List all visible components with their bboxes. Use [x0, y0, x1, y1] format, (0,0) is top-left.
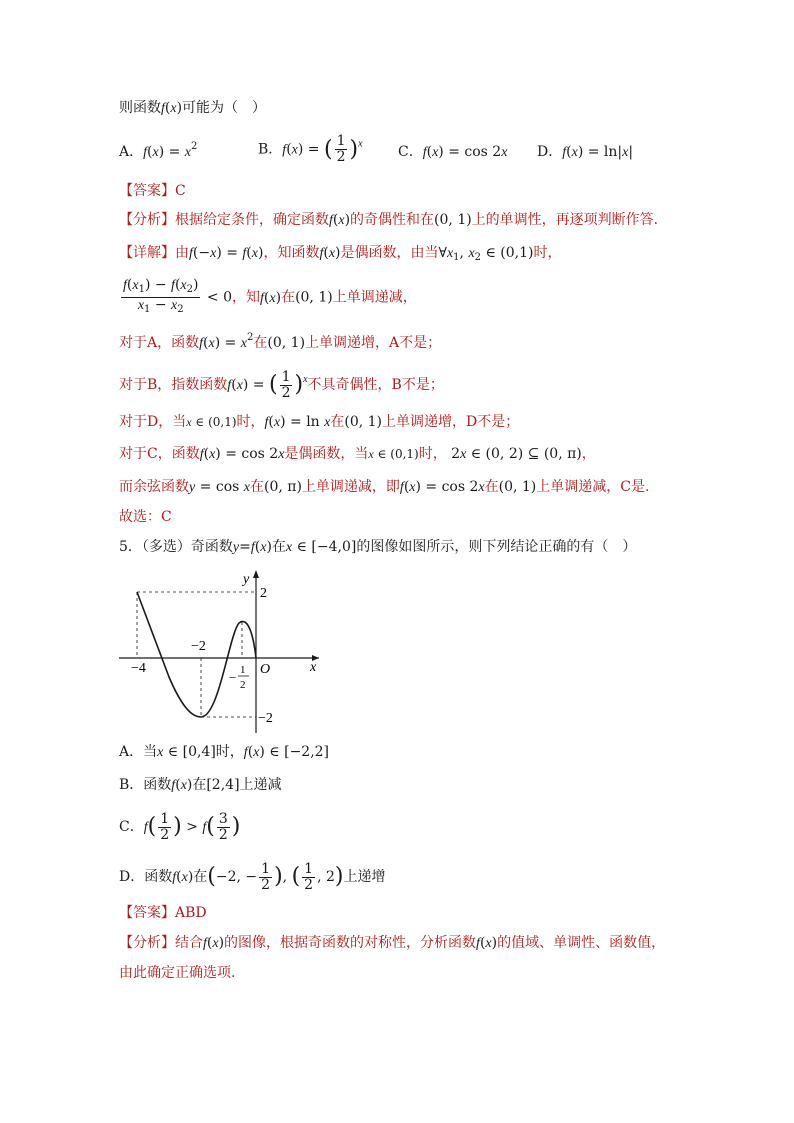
- axis-label-x: x: [310, 660, 317, 675]
- case-b: 对于B，指数函数f(x) = ( $\frac{1}{2}$ )$^x$不具奇偶性，B不是；: [119, 368, 444, 401]
- option-c: C．f(x) = cos 2x: [398, 144, 508, 160]
- answer-2: 【答案】ABD: [119, 905, 207, 921]
- axis-label-y: y: [243, 572, 250, 587]
- q5-option-d: D．函数f(x)在(−2, − $\frac{1}{2}$ ), ( $\frac{1}{2}$ , 2)上递增: [119, 860, 386, 893]
- option-a: A．$f(x) = x^2$: [119, 141, 198, 160]
- question-prefix: 则函数: [119, 100, 161, 116]
- tick-y2: 2: [260, 586, 267, 601]
- case-c: 对于C，函数f(x) = cos 2x是偶函数，当x ∈ (0,1)时， 2x ∈ (0, 2) ⊆ (0, π)，: [119, 446, 596, 462]
- answer-1: 【答案】C: [119, 183, 186, 199]
- analysis-2: 【分析】结合f(x)的图像，根据奇函数的对称性，分析函数f(x)的值域、单调性、函数值，: [119, 935, 666, 951]
- option-b: B．f(x) = ( $\frac{1}{2}$ )$^x$: [258, 133, 363, 165]
- detail-1: 【详解】由f(−x) = f(x)，知函数f(x)是偶函数，由当$\forall x_1$, $x_2$ ∈ (0,1)时，: [119, 245, 562, 263]
- q5-option-b: B．函数f(x)在[2,4]上递减: [119, 777, 282, 793]
- analysis-1: 【分析】根据给定条件，确定函数f(x)的奇偶性和在(0, 1)上的单调性，再逐项判断作答.: [119, 212, 659, 228]
- question-5: 5．（多选）奇函数y=f(x)在x ∈ [−4,0]的图像如图所示，则下列结论正确的有（ ）: [119, 539, 637, 555]
- q5-option-a: A．当x ∈ [0,4]时，f(x) ∈ [−2,2]: [119, 744, 330, 760]
- tick-neg2: −2: [191, 639, 206, 654]
- tick-y-neg2: −2: [258, 711, 273, 726]
- tick-neg-half-den: 2: [240, 679, 246, 691]
- case-d: 对于D，当x ∈ (0,1)时，f(x) = ln x在(0, 1)上单调递增，D不是；: [119, 414, 520, 430]
- function-graph: [119, 565, 329, 735]
- case-a: 对于A，函数$f(x) = x^2$在(0, 1)上单调递增，A不是；: [119, 332, 442, 351]
- case-c-2: 而余弦函数y = cos x在(0, π)上单调递减，即f(x) = cos 2x在(0, 1)上单调递减，C是.: [119, 479, 650, 495]
- question-stem: 则函数f(x)可能为（ ）: [119, 100, 267, 116]
- conclusion-1: 故选：C: [119, 509, 172, 525]
- detail-1-frac: $\frac{f(x_1) - f(x_2)}{x_1 - x_2}$ < 0，知f(x)在(0, 1)上单调递减，: [123, 277, 417, 315]
- function-curve: [137, 592, 256, 717]
- question-suffix: 可能为（ ）: [182, 100, 267, 116]
- tick-neg-half-num: 1: [240, 664, 246, 676]
- tick-neg-half-minus: −: [229, 670, 237, 685]
- origin-label: O: [260, 662, 271, 677]
- tick-neg4: −4: [131, 661, 146, 676]
- analysis-2-end: 由此确定正确选项.: [119, 965, 236, 981]
- option-d: D．f(x) = ln|x|: [537, 144, 634, 160]
- y-axis-arrow-icon: [253, 570, 259, 578]
- q5-option-c: C．f( $\frac{1}{2}$ ) > f( $\frac{3}{2}$ ): [119, 810, 241, 843]
